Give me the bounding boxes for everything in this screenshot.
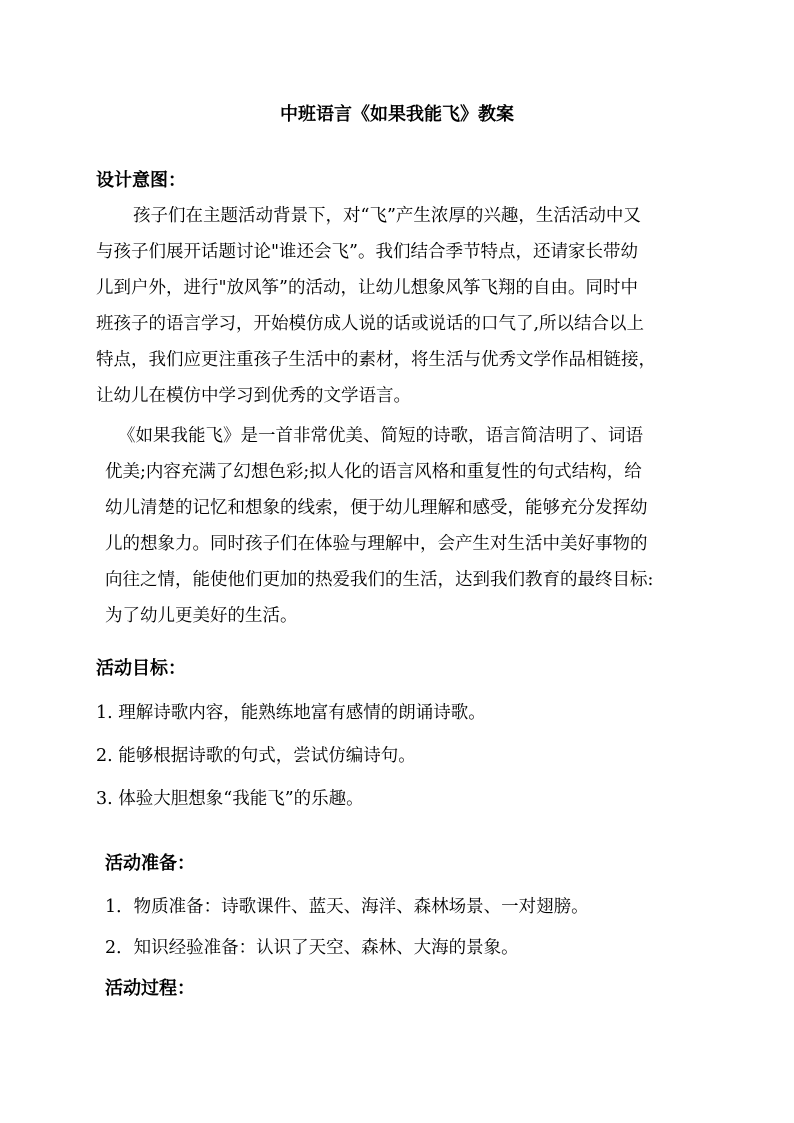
paragraph-line: 儿的想象力。同时孩子们在体验与理解中，会产生对生活中美好事物的 bbox=[105, 534, 648, 554]
paragraph-design-intent-1 bbox=[133, 198, 641, 234]
preparation-item: 2．知识经验准备：认识了天空、森林、大海的景象。 bbox=[105, 938, 519, 958]
heading-goals: 活动目标： bbox=[96, 658, 186, 679]
paragraph-design-intent-1-cont bbox=[96, 234, 656, 414]
heading-preparation: 活动准备： bbox=[105, 853, 195, 874]
goal-item: 2. 能够根据诗歌的句式，尝试仿编诗句。 bbox=[96, 746, 416, 766]
paragraph-line: 幼儿清楚的记忆和想象的线索，便于幼儿理解和感受，能够充分发挥幼 bbox=[105, 498, 648, 518]
paragraph-design-intent-2-cont bbox=[105, 454, 653, 634]
preparation-item: 1．物质准备：诗歌课件、蓝天、海洋、森林场景、一对翅膀。 bbox=[105, 897, 589, 917]
paragraph-line: 《如果我能飞》是一首非常优美、简短的诗歌，语言简洁明了、词语 bbox=[118, 426, 643, 446]
paragraph-line: 为了幼儿更美好的生活。 bbox=[105, 606, 298, 626]
paragraph-line: 儿到户外，进行"放风筝”的活动，让幼儿想象风筝飞翔的自由。同时中 bbox=[96, 278, 638, 298]
paragraph-line: 孩子们在主题活动背景下，对“飞”产生浓厚的兴趣，生活活动中又 bbox=[133, 206, 641, 226]
paragraph-line: 向往之情，能使他们更加的热爱我们的生活，达到我们教育的最终目标: bbox=[105, 570, 654, 590]
heading-process: 活动过程： bbox=[105, 978, 195, 999]
document-title: 中班语言《如果我能飞》教案 bbox=[280, 104, 514, 125]
paragraph-line: 与孩子们展开话题讨论"谁还会飞”。我们结合季节特点，还请家长带幼 bbox=[96, 242, 638, 262]
paragraph-line: 班孩子的语言学习，开始模仿成人说的话或说话的口气了,所以结合以上 bbox=[96, 314, 645, 334]
goal-item: 1. 理解诗歌内容，能熟练地富有感情的朗诵诗歌。 bbox=[96, 703, 486, 723]
paragraph-line: 优美;内容充满了幻想色彩;拟人化的语言风格和重复性的句式结构，给 bbox=[105, 462, 642, 482]
goal-item: 3. 体验大胆想象“我能飞”的乐趣。 bbox=[96, 789, 364, 809]
paragraph-line: 让幼儿在模仿中学习到优秀的文学语言。 bbox=[96, 386, 411, 406]
paragraph-design-intent-2 bbox=[118, 418, 643, 454]
heading-design-intent: 设计意图： bbox=[96, 170, 186, 191]
paragraph-line: 特点，我们应更注重孩子生活中的素材，将生活与优秀文学作品相链接， bbox=[96, 350, 656, 370]
